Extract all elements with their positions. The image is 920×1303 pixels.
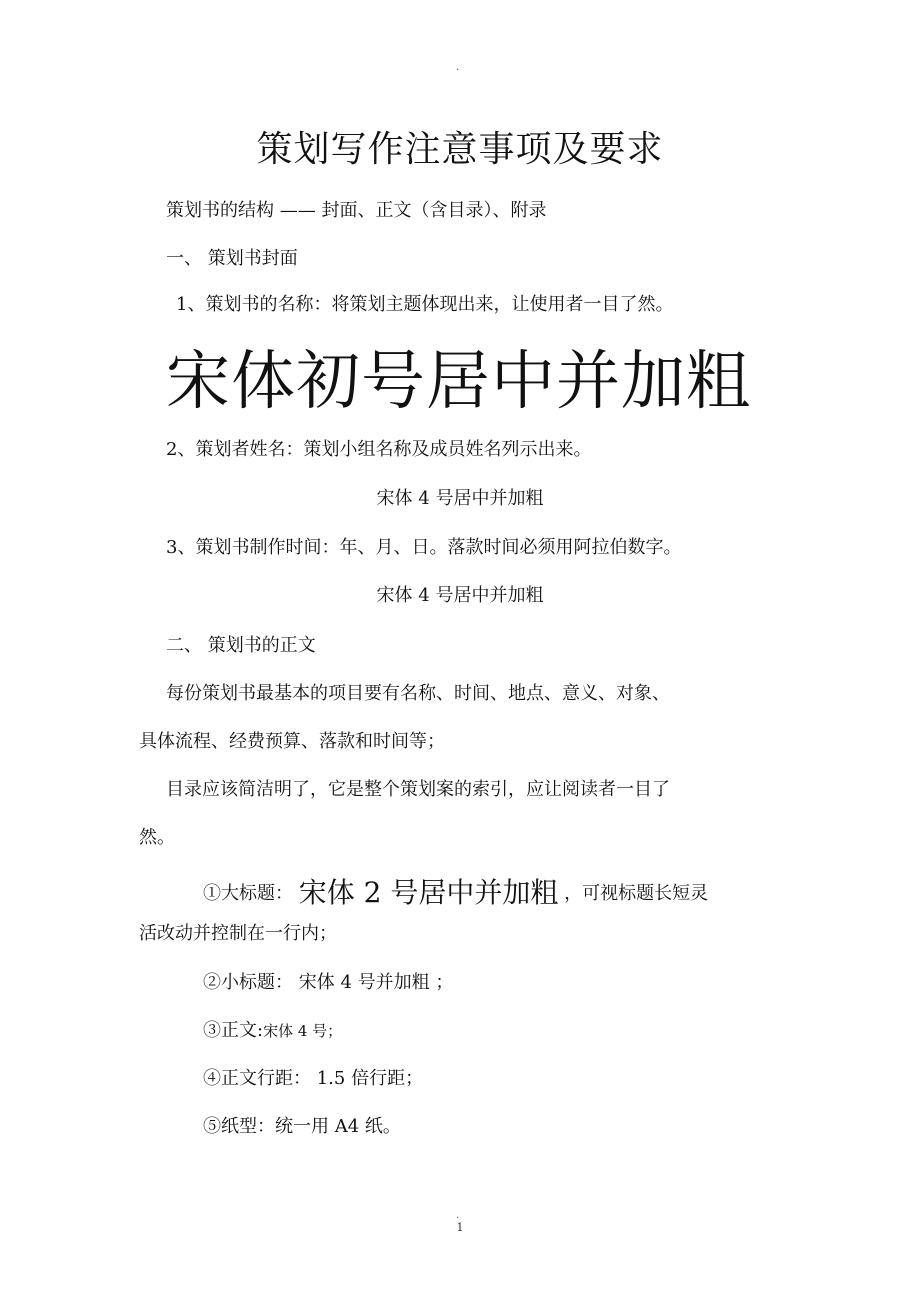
cover-item-author: 2、策划者姓名：策划小组名称及成员姓名列示出来。 [166,439,592,460]
body-paragraph2-line2: 然。 [139,827,175,848]
section2-heading: 二、 策划书的正文 [166,635,316,656]
cover-item-title: 1、策划书的名称：将策划主题体现出来，让使用者一目了然。 [176,294,674,315]
rule-main-title-format: 宋体 2 号居中并加粗 [298,876,559,909]
rule-line-spacing: ④正文行距： 1.5 倍行距； [203,1068,424,1089]
body-paragraph1-line1: 每份策划书最基本的项目要有名称、时间、地点、意义、对象、 [166,683,670,704]
top-page-mark: · [456,65,460,76]
body-paragraph2-line1: 目录应该简洁明了，它是整个策划案的索引，应让阅读者一目了 [166,779,670,800]
rule-subtitle: ②小标题： 宋体 4 号并加粗 ； [203,972,454,993]
cover-item-date: 3、策划书制作时间：年、月、日。落款时间必须用阿拉伯数字。 [166,537,682,558]
document-title: 策划写作注意事项及要求 [256,129,664,170]
rule-body-text-value: 宋体 4 号； [263,1022,343,1040]
section1-heading: 一、 策划书封面 [166,248,298,269]
rule-body-text-label: ③正文: [203,1020,264,1041]
structure-line: 策划书的结构 —— 封面、正文（含目录）、附录 [166,200,547,221]
rule-paper-size: ⑤纸型：统一用 A4 纸。 [203,1116,401,1137]
rule-main-title-label: ①大标题： [203,883,293,904]
cover-date-format: 宋体 4 号居中并加粗 [376,585,544,606]
cover-author-format: 宋体 4 号居中并加粗 [376,488,544,509]
rule-body-text [203,1022,342,1040]
rule-main-title [203,876,709,909]
rule-main-title-note: ，可视标题长短灵 [564,883,709,904]
page-number: 1 [456,1221,464,1234]
bottom-page-mark: · [456,1213,460,1224]
rule-main-title-line2: 活改动并控制在一行内； [139,923,337,944]
body-paragraph1-line2: 具体流程、经费预算、落款和时间等； [139,731,445,752]
cover-title-format-example: 宋体初号居中并加粗 [166,345,751,419]
